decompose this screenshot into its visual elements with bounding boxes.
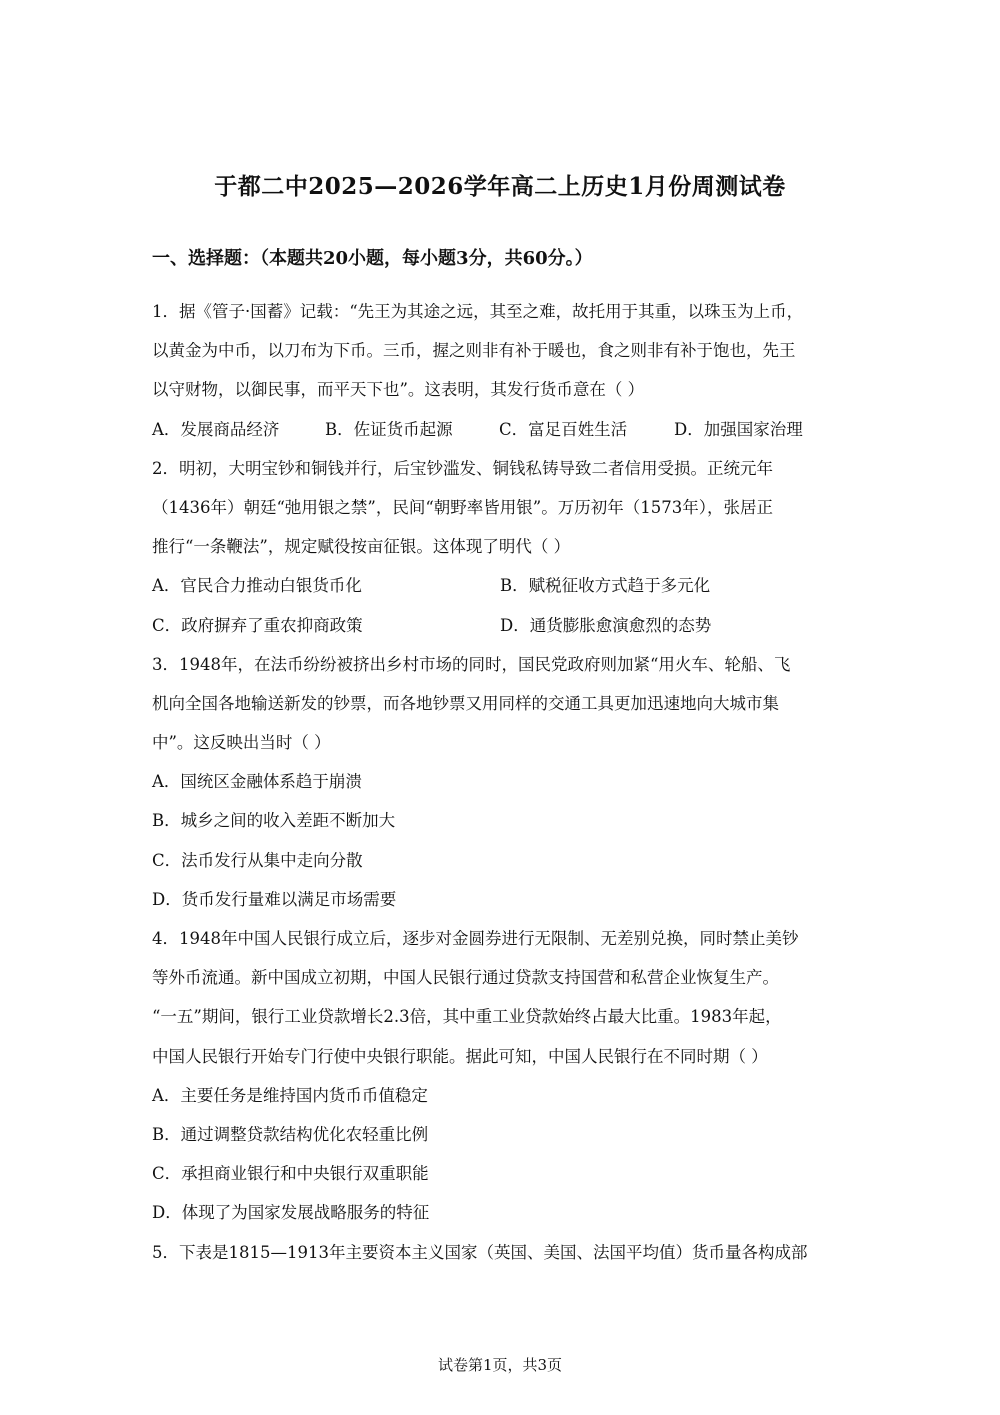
question-1 xyxy=(152,292,852,449)
question-stem-line: “一五”期间，银行工业贷款增长2.3倍，其中重工业贷款始终占最大比重。1983年起， xyxy=(152,1007,782,1027)
question-2 xyxy=(152,449,852,645)
option-d: D．货币发行量难以满足市场需要 xyxy=(152,889,397,909)
page-title: 于都二中2025—2026学年高二上历史1月份周测试卷 xyxy=(214,173,786,200)
questions-body xyxy=(152,292,852,1272)
option-d: D．体现了为国家发展战略服务的特征 xyxy=(152,1203,430,1223)
option-a: A．发展商品经济 xyxy=(152,419,280,439)
question-3 xyxy=(152,645,852,919)
option-c: C．法币发行从集中走向分散 xyxy=(152,850,363,870)
option-b: B．佐证货币起源 xyxy=(325,419,453,439)
question-stem-line: 3．1948年，在法币纷纷被挤出乡村市场的同时，国民党政府则加紧“用火车、轮船、飞 xyxy=(152,654,791,674)
question-stem-line: 机向全国各地输送新发的钞票，而各地钞票又用同样的交通工具更加迅速地向大城市集 xyxy=(152,693,779,713)
option-d: D．通货膨胀愈演愈烈的态势 xyxy=(500,615,712,635)
option-b: B．城乡之间的收入差距不断加大 xyxy=(152,811,396,831)
options-row xyxy=(152,566,852,605)
option-b: B．通过调整贷款结构优化农轻重比例 xyxy=(152,1124,429,1144)
question-4 xyxy=(152,919,852,1233)
question-stem-line: 中国人民银行开始专门行使中央银行职能。据此可知，中国人民银行在不同时期（ ） xyxy=(152,1046,768,1066)
question-stem-line: 中”。这反映出当时（ ） xyxy=(152,733,331,753)
question-stem-line: 以守财物，以御民事，而平天下也”。这表明，其发行货币意在（ ） xyxy=(152,380,645,400)
option-b: B．赋税征收方式趋于多元化 xyxy=(500,576,711,596)
option-c: C．承担商业银行和中央银行双重职能 xyxy=(152,1164,429,1184)
option-d: D．加强国家治理 xyxy=(674,419,803,439)
section-heading: 一、选择题：（本题共20小题，每小题3分，共60分。） xyxy=(152,248,593,269)
question-stem-line: 2．明初，大明宝钞和铜钱并行，后宝钞滥发、铜钱私铸导致二者信用受损。正统元年 xyxy=(152,458,773,478)
question-5 xyxy=(152,1233,852,1272)
option-a: A．官民合力推动白银货币化 xyxy=(152,576,362,596)
question-stem-line: 1．据《管子·国蓄》记载：“先王为其途之远，其至之难，故托用于其重，以珠玉为上币， xyxy=(152,302,804,321)
question-stem-line: 推行“一条鞭法”，规定赋役按亩征银。这体现了明代（ ） xyxy=(152,537,571,557)
option-a: A．主要任务是维持国内货币币值稳定 xyxy=(152,1085,428,1105)
option-c: C．富足百姓生活 xyxy=(499,419,628,439)
question-stem-line: 等外币流通。新中国成立初期，中国人民银行通过贷款支持国营和私营企业恢复生产。 xyxy=(152,968,779,988)
options-row xyxy=(152,606,852,645)
option-a: A．国统区金融体系趋于崩溃 xyxy=(152,772,362,792)
question-stem-line: 以黄金为中币，以刀布为下币。三币，握之则非有补于暖也，食之则非有补于饱也，先王 xyxy=(152,341,796,361)
question-stem-line: 4．1948年中国人民银行成立后，逐步对金圆券进行无限制、无差别兑换，同时禁止美钞 xyxy=(152,929,799,948)
options-row xyxy=(152,410,852,449)
page-footer: 试卷第1页，共3页 xyxy=(437,1356,563,1374)
option-c: C．政府摒弃了重农抑商政策 xyxy=(152,615,363,635)
question-stem-line: （1436年）朝廷“弛用银之禁”，民间“朝野率皆用银”。万历初年（1573年），张居正 xyxy=(152,497,773,517)
question-stem-line: 5．下表是1815—1913年主要资本主义国家（英国、美国、法国平均值）货币量各构成部 xyxy=(152,1242,808,1262)
